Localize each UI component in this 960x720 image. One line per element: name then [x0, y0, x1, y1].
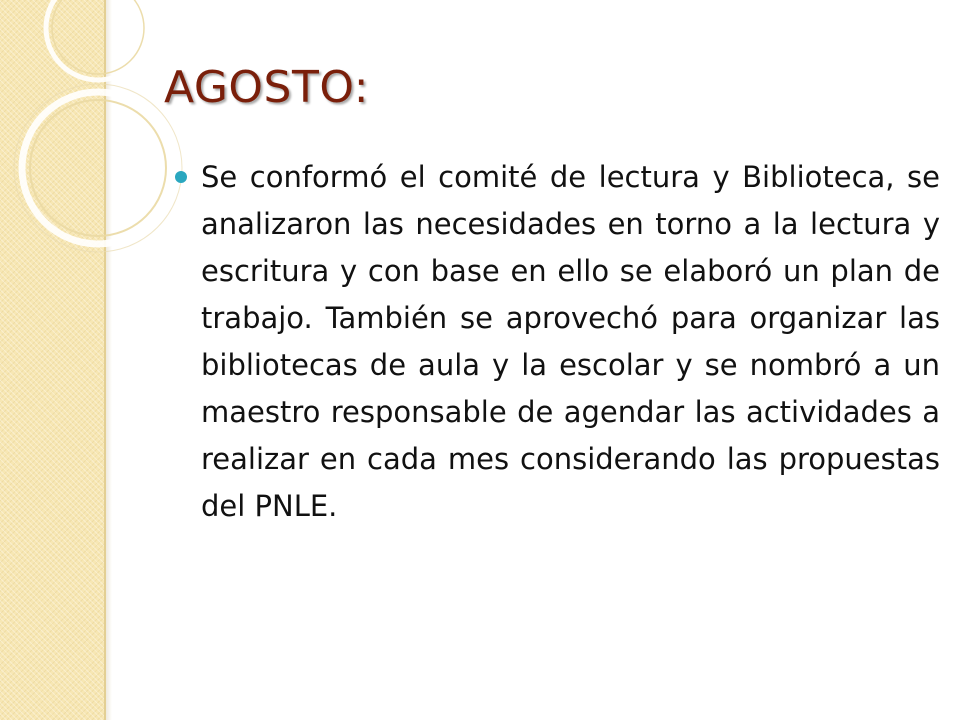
bullet-text: Se conformó el comité de lectura y Biblioteca, se analizaron las necesidades en torno a la lectura y escritura y con base en ello se elaboró un plan de trabajo. También se aprovechó para organizar las bibliotecas de aula y la escolar y se nombró a un maestro responsable de agendar las actividades a realizar en cada mes considerando las propuestas del PNLE.: [201, 160, 940, 523]
bullet-item: [175, 154, 940, 530]
slide-title: AGOSTO:: [164, 62, 370, 113]
decorative-rings-icon: [0, 0, 200, 260]
slide-body: [175, 154, 940, 530]
bullet-dot-icon: [175, 171, 187, 183]
